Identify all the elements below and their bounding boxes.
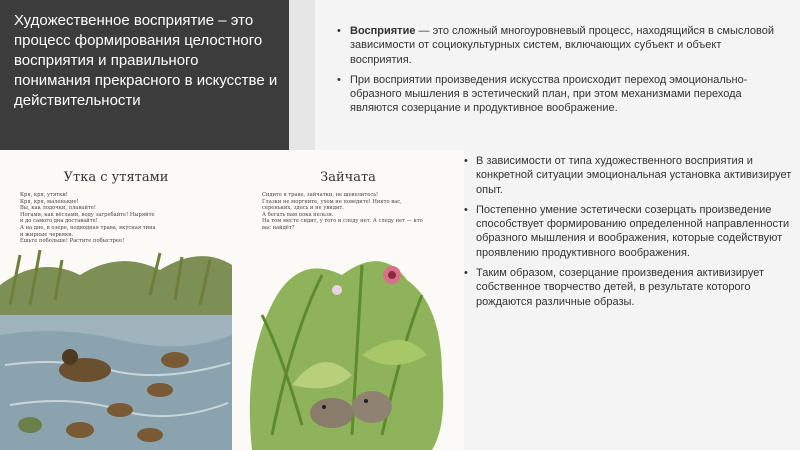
slide-title: Художественное восприятие – это процесс формирования целостного восприятия и правильного понимания прекрасного в искусстве и действительности (14, 12, 278, 109)
poem-text-right: Сидите в траве, зайчатки, не шевелитесь! Глазки не моргните, ухом не поведите! Никто вас, сереньких, здесь и не увидит. А бегать вам пока нельзя. На том месте сидит, у того и следу нет. А следу нет — кто вас найдёт? (262, 192, 423, 231)
hares-illustration (232, 235, 464, 450)
list-item (464, 266, 794, 309)
title-panel (0, 0, 289, 150)
story-title-left: Утка с утятами (63, 170, 169, 185)
bullet-text: Таким образом, созерцание произведения активизирует собственное творчество детей, в результате которого рождаются различные образы. (476, 267, 765, 308)
bullet-text: — это сложный многоуровневый процесс, находящийся в смысловой зависимости от социокультурных систем, включающих субъект и объект восприятия. (350, 25, 775, 66)
bullet-text: Постепенно умение эстетически созерцать произведение способствует формированию определенной направленности образного мышления и воображения, которые содействуют проявлению продуктивного воображения. (476, 203, 790, 259)
bullet-icon: • (464, 267, 468, 280)
list-item (464, 154, 794, 197)
bullet-icon: • (337, 25, 341, 37)
bullet-icon: • (464, 155, 468, 167)
list-item (337, 24, 783, 67)
term-bold: Восприятие (350, 25, 416, 37)
top-bullet-list (337, 24, 783, 122)
bottom-bullet-list (464, 154, 794, 315)
poem-text-left: Кря, кря, утятки! Кря, кря, маленькие! Вы, как лодочки, плавайте! Ногами, как вёслами, воду загребайте! Ныряйте и до самого дна доставайте! А на дне, в озере, подводная трава, вкусная тина и жирные червяки. Ешьте побольше! Растите побыстрее! (20, 192, 156, 245)
list-item (337, 73, 783, 116)
list-item (464, 203, 794, 260)
story-title-right: Зайчата (320, 170, 376, 185)
bullet-icon: • (337, 73, 341, 86)
book-spread-image (0, 150, 464, 450)
book-page-right (232, 150, 464, 450)
bullet-icon: • (464, 203, 468, 216)
bullet-text: При восприятии произведения искусства происходит переход эмоционально-образного мышления в эстетический план, при этом механизмами перехода являются созерцание и продуктивное воображение. (350, 73, 748, 115)
bullet-text: В зависимости от типа художественного восприятия и конкретной ситуации эмоциональная установка активизирует опыт. (476, 155, 792, 196)
gray-side-strip (289, 0, 315, 150)
ducks-illustration (0, 245, 232, 450)
book-page-left (0, 150, 232, 450)
